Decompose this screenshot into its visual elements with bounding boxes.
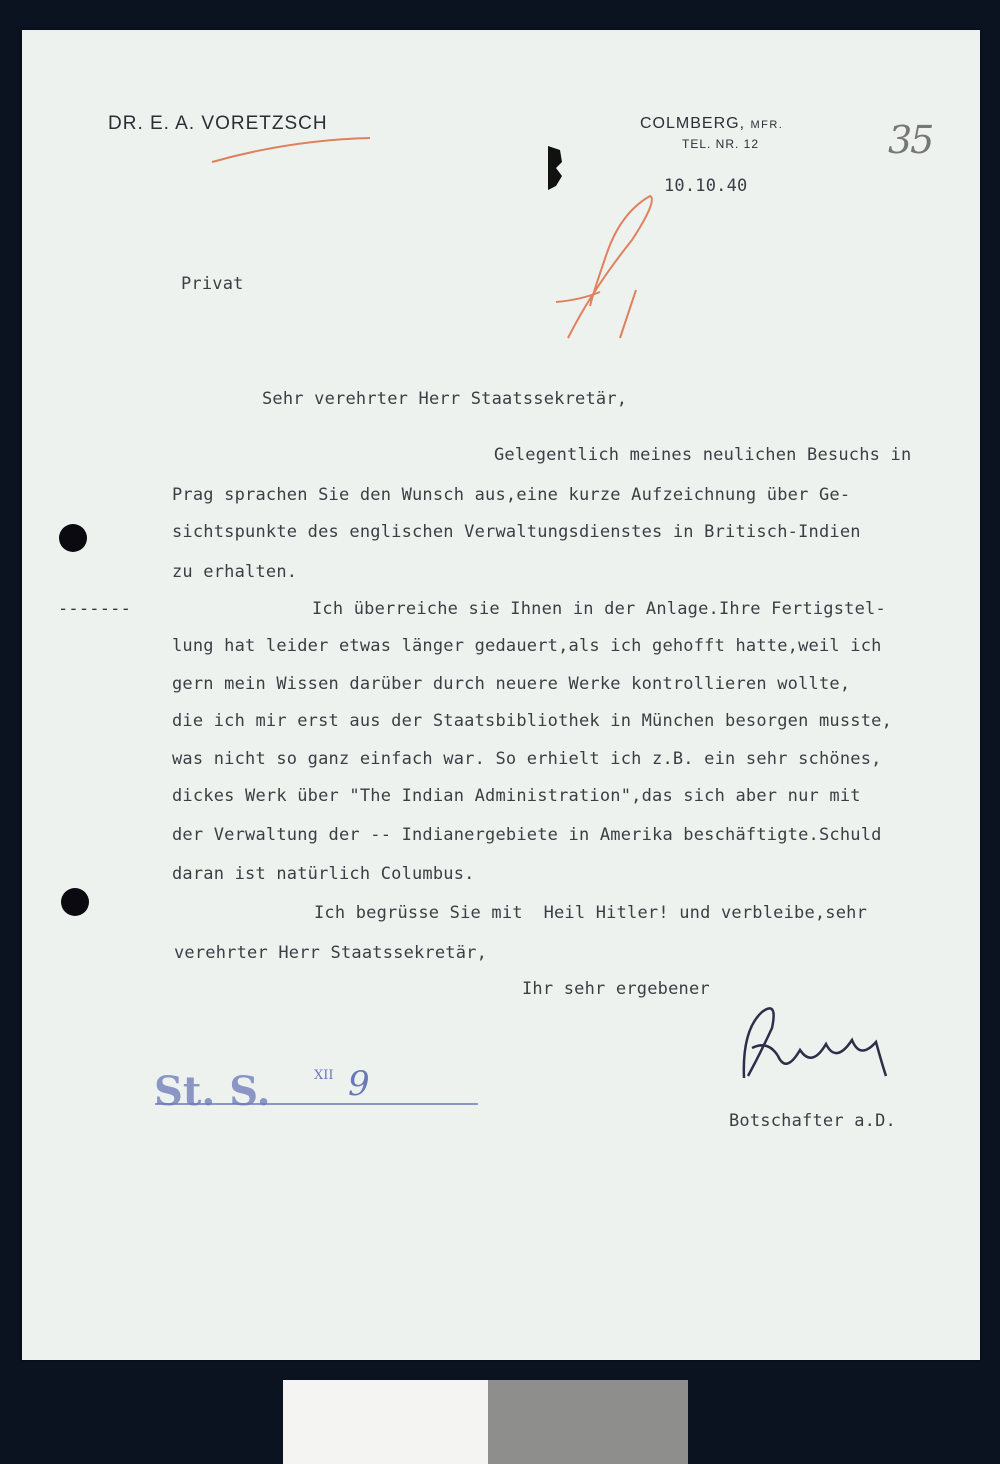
stamp-roman-numeral: XII (314, 1068, 334, 1083)
stamp-number: 9 (348, 1064, 370, 1104)
red-underline (212, 138, 370, 162)
stamp-label: St. S. (154, 1068, 271, 1115)
body-line: was nicht so ganz einfach war. So erhielt ich z.B. ein sehr schönes, (172, 749, 882, 769)
body-line: gern mein Wissen darüber durch neuere Werke kontrollieren wollte, (172, 674, 851, 694)
handwritten-signature (744, 1008, 886, 1078)
letterhead-place: COLMBERG, (640, 115, 746, 132)
body-line: der Verwaltung der -- Indianergebiete in Amerika beschäftigte.Schuld (172, 825, 882, 845)
salutation: Sehr verehrter Herr Staatssekretär, (262, 389, 628, 409)
letterhead-telephone: TEL. NR. 12 (682, 137, 760, 151)
closing-phrase: Ihr sehr ergebener (522, 979, 710, 999)
body-line: Ich begrüsse Sie mit Heil Hitler! und verbleibe,sehr (314, 903, 868, 923)
body-line: dickes Werk über "The Indian Administration",das sich aber nur mit (172, 786, 861, 806)
body-line: daran ist natürlich Columbus. (172, 864, 475, 884)
body-line: Prag sprachen Sie den Wunsch aus,eine kurze Aufzeichnung über Ge- (172, 485, 851, 505)
body-line: lung hat leider etwas länger gedauert,als ich gehofft hatte,weil ich (172, 636, 882, 656)
body-line: die ich mir erst aus der Staatsbibliothek in München besorgen musste, (172, 711, 893, 731)
body-line: Gelegentlich meines neulichen Besuchs in (494, 445, 912, 465)
folio-number: 35 (888, 118, 933, 162)
private-label: Privat (181, 274, 244, 294)
color-card-white (283, 1380, 488, 1464)
body-line: verehrter Herr Staatssekretär, (174, 943, 488, 963)
ink-mark (548, 146, 562, 190)
body-line: sichtspunkte des englischen Verwaltungsdienstes in Britisch-Indien (172, 522, 861, 542)
body-line: zu erhalten. (172, 562, 298, 582)
margin-dashes: ------- (58, 599, 132, 619)
red-pencil-slash (620, 290, 636, 338)
body-line: Ich überreiche sie Ihnen in der Anlage.Ihre Fertigstel- (312, 599, 886, 619)
signatory-title: Botschafter a.D. (729, 1111, 896, 1131)
color-card-grey (488, 1380, 688, 1464)
red-pencil-initials (556, 196, 652, 338)
letterhead-place-suffix: MFR. (750, 119, 784, 131)
letterhead-name: DR. E. A. VORETZSCH (108, 113, 328, 134)
letter-date: 10.10.40 (664, 176, 748, 196)
